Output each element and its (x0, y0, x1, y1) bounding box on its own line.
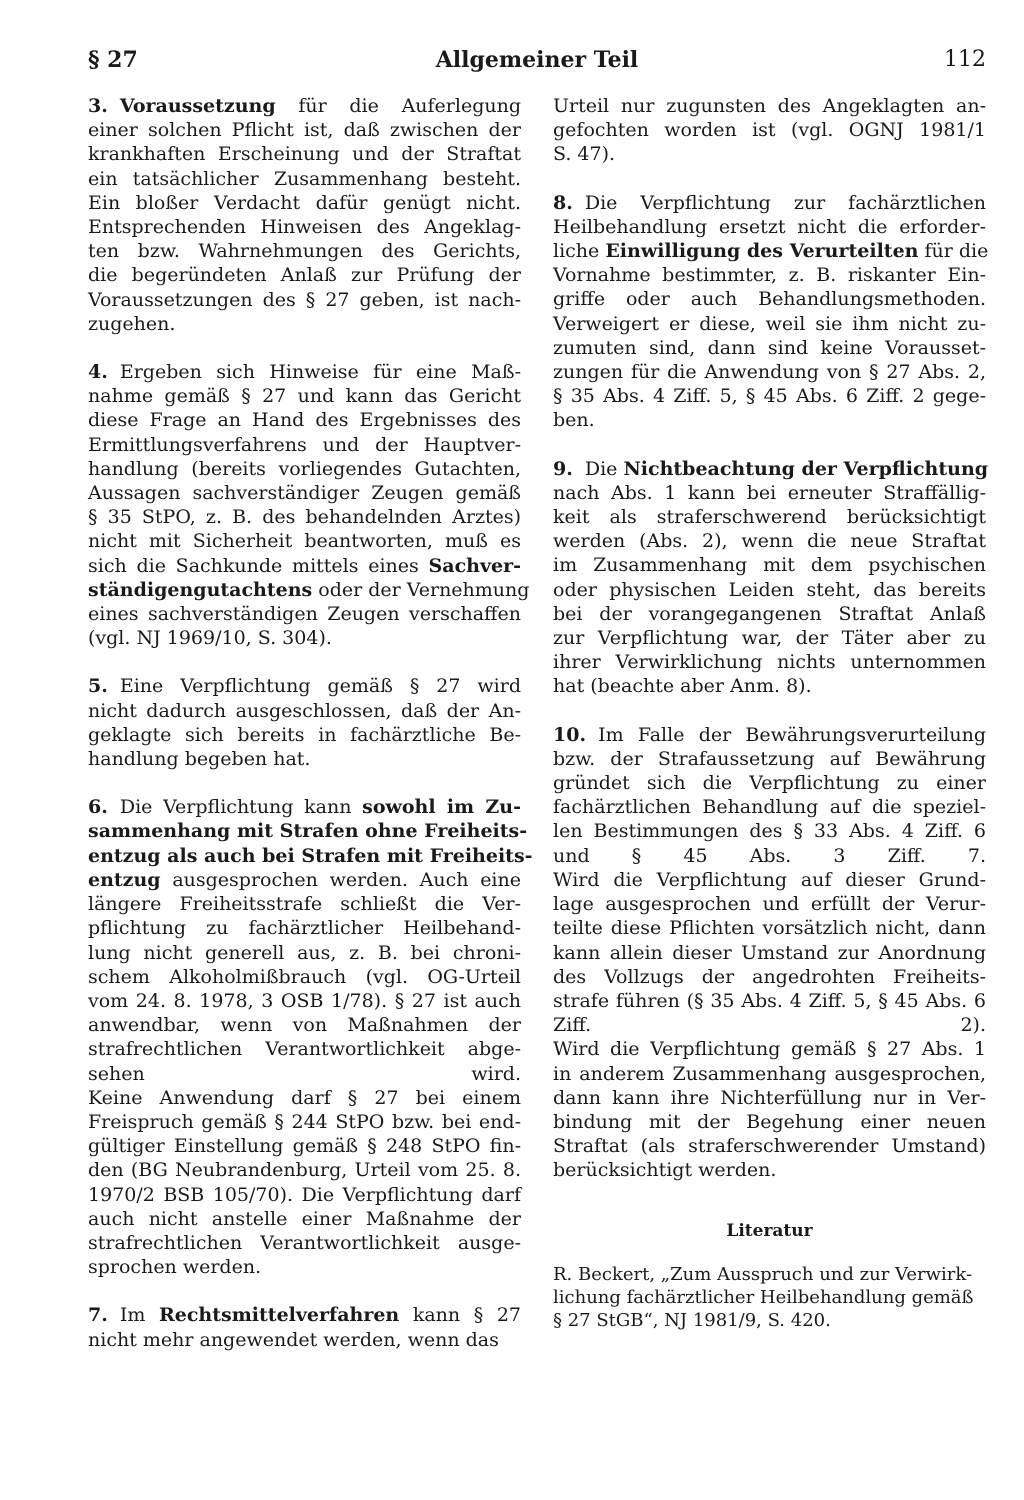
text-line: nicht dadurch ausgeschlossen, daß der An- (88, 699, 521, 722)
text-line: § 35 StPO, z. B. des behandelnden Arztes) (88, 506, 521, 529)
text-line: Ermittlungsverfahrens und der Hauptver- (88, 433, 521, 456)
text-line: fachärztlichen Behandlung auf die speziel- (553, 796, 986, 819)
text-line: len Bestimmungen des § 33 Abs. 4 Ziff. 6 (553, 820, 986, 843)
text-line: lung nicht generell aus, z. B. bei chroni- (88, 941, 521, 964)
text-line: teilte diese Pflichten vorsätzlich nicht, dann (553, 917, 986, 940)
section-label: § 27 (88, 47, 138, 73)
text-line: gründet sich die Verpflichtung zu einer (553, 772, 986, 795)
text-line: ten bzw. Wahrnehmungen des Gerichts, (88, 240, 521, 263)
text-line: nicht mehr angewendet werden, wenn das (88, 1328, 499, 1351)
text-line: liche Einwilligung des Verurteilten für die (553, 240, 989, 263)
text-line: den (BG Neubrandenburg, Urteil vom 25. 8. (88, 1159, 521, 1182)
page-header (88, 46, 986, 82)
text-line: auch nicht anstelle einer Maßnahme der (88, 1207, 521, 1230)
page-number: 112 (944, 47, 986, 72)
text-line: in anderem Zusammenhang ausgesprochen, (553, 1062, 986, 1085)
emphasis: Sachver- (428, 554, 521, 577)
text-line: und § 45 Abs. 3 Ziff. 7. (553, 844, 986, 867)
text-line: sprochen werden. (88, 1256, 262, 1279)
annotation-number: 8. (553, 191, 573, 214)
text-line: ständigengutachtens oder der Vernehmung (88, 578, 530, 601)
text-line: Keine Anwendung darf § 27 bei einem (88, 1086, 521, 1109)
text-line: oder physischen Leiden steht, das bereits (553, 578, 986, 601)
text-line: bzw. der Strafaussetzung auf Bewährung (553, 747, 986, 770)
text-line: vom 24. 8. 1978, 3 OSB 1/78). § 27 ist auch (88, 989, 521, 1012)
text-line: Entsprechenden Hinweisen des Angeklag- (88, 216, 521, 239)
text-line: (vgl. NJ 1969/10, S. 304). (88, 627, 332, 650)
text-line: strafrechtlichen Verantwortlichkeit abge- (88, 1038, 521, 1061)
text-line: 5. Eine Verpflichtung gemäß § 27 wird (88, 675, 521, 698)
text-line: werden (Abs. 2), wenn die neue Straftat (553, 530, 986, 553)
emphasis: entzug als auch bei Strafen mit Freiheits- (88, 844, 533, 867)
right-column (553, 94, 989, 1332)
emphasis: Einwilligung des Verurteilten (605, 240, 919, 263)
annotation-number: 4. (88, 361, 108, 384)
text-line: ein tatsächlicher Zusammenhang besteht. (88, 167, 521, 190)
text-line: S. 47). (553, 143, 616, 166)
literature-line: R. Beckert, „Zum Ausspruch und zur Verwirk- (553, 1263, 973, 1285)
emphasis: Nichtbeachtung der Verpflichtung (623, 457, 989, 480)
annotation-number: 5. (88, 675, 108, 698)
text-line: des Vollzugs der angedrohten Freiheits- (553, 965, 986, 988)
annotation-paragraph (88, 674, 521, 771)
literature-line: lichung fachärztlicher Heilbehandlung gemäß (553, 1286, 974, 1308)
text-line: sich die Sachkunde mittels eines Sachver- (88, 554, 521, 577)
annotation-number: 6. (88, 796, 108, 819)
emphasis: Voraussetzung (119, 95, 276, 117)
text-line: ben. (553, 409, 595, 432)
text-line: 8. Die Verpflichtung zur fachärztlichen (553, 191, 986, 214)
literature-entry (553, 1263, 986, 1332)
text-line: schem Alkoholmißbrauch (vgl. OG-Urteil (88, 965, 521, 988)
text-line: zumuten sind, dann sind keine Vorausset- (553, 336, 986, 359)
text-line: strafrechtlichen Verantwortlichkeit ausge- (88, 1231, 521, 1254)
annotation-number: 7. (88, 1304, 108, 1327)
annotation-paragraph (88, 1303, 521, 1351)
text-line: Urteil nur zugunsten des Angeklagten an- (553, 95, 986, 117)
emphasis: ständigengutachtens (88, 578, 313, 601)
running-title: Allgemeiner Teil (435, 47, 639, 73)
literature-line: § 27 StGB“, NJ 1981/9, S. 420. (553, 1309, 831, 1331)
text-line: handlung (bereits vorliegendes Gutachten, (88, 457, 521, 480)
annotation-paragraph (553, 94, 986, 167)
text-line: nahme gemäß § 27 und kann das Gericht (88, 385, 521, 408)
text-line: Verweigert er diese, weil sie ihm nicht zu- (553, 312, 986, 335)
text-line: Voraussetzungen des § 27 geben, ist nach- (88, 288, 521, 311)
text-line: 3. Voraussetzung für die Auferlegung (88, 95, 521, 117)
text-line: dann kann ihre Nichterfüllung nur in Ver- (553, 1086, 986, 1109)
literature-heading: Literatur (726, 1220, 813, 1241)
annotation-number: 10. (553, 723, 587, 746)
text-line: Heilbehandlung ersetzt nicht die erforder- (553, 215, 986, 238)
text-line: 1970/2 BSB 105/70). Die Verpflichtung darf (88, 1183, 521, 1206)
text-line: Ein bloßer Verdacht dafür genügt nicht. (88, 191, 521, 214)
text-line: handlung begeben hat. (88, 748, 311, 771)
annotation-paragraph (88, 360, 530, 650)
text-line: § 35 Abs. 4 Ziff. 5, § 45 Abs. 6 Ziff. 2 gege- (553, 385, 986, 408)
text-line: Freispruch gemäß § 244 StPO bzw. bei end- (88, 1110, 521, 1133)
text-line: diese Frage an Hand des Ergebnisses des (88, 409, 521, 432)
text-line: bindung mit der Begehung einer neuen (553, 1110, 986, 1133)
text-line: zur Verpflichtung war, der Täter aber zu (553, 627, 986, 650)
text-line: ihrer Verwirklichung nichts unternommen (553, 651, 986, 674)
text-line: 7. Im Rechtsmittelverfahren kann § 27 (88, 1304, 521, 1327)
text-line: 10. Im Falle der Bewährungsverurteilung (553, 723, 986, 746)
emphasis: Rechtsmittelverfahren (158, 1304, 400, 1327)
text-line: hat (beachte aber Anm. 8). (553, 675, 812, 698)
text-line: 9. Die Nichtbeachtung der Verpflichtung (553, 457, 989, 480)
text-line: zungen für die Anwendung von § 27 Abs. 2, (553, 361, 986, 384)
annotation-number: 3. (88, 95, 108, 117)
annotation-paragraph (553, 723, 986, 1183)
text-line (88, 819, 528, 843)
text-line: geklagte sich bereits in fachärztliche Be- (88, 723, 521, 746)
text-line: Aussagen sachverständiger Zeugen gemäß (88, 482, 521, 505)
text-line: keit als straferschwerend berücksichtigt (553, 506, 986, 529)
text-line: 6. Die Verpflichtung kann sowohl im Zu- (88, 796, 521, 819)
annotation-paragraph (553, 191, 989, 433)
annotation-number: 9. (553, 457, 573, 480)
text-line: gültiger Einstellung gemäß § 248 StPO fin- (88, 1135, 521, 1158)
text-line: lage ausgesprochen und erfüllt der Verur- (553, 893, 986, 916)
annotation-paragraph (88, 94, 521, 336)
text-line: bei der vorangegangenen Straftat Anlaß (553, 602, 986, 625)
text-line: entzug ausgesprochen werden. Auch eine (88, 868, 521, 891)
text-line: Wird die Verpflichtung gemäß § 27 Abs. 1 (553, 1038, 986, 1061)
emphasis: sowohl im Zu- (362, 796, 521, 819)
text-line: anwendbar, wenn von Maßnahmen der (88, 1014, 521, 1037)
text-line: gefochten worden ist (vgl. OGNJ 1981/1 (553, 119, 986, 142)
text-line: strafe führen (§ 35 Abs. 4 Ziff. 5, § 45 Abs. 6 (553, 989, 986, 1012)
text-line: zugehen. (88, 312, 176, 335)
emphasis: sammenhang mit Strafen ohne Freiheits- (88, 820, 528, 843)
text-line: sehen wird. (88, 1062, 521, 1085)
text-line: längere Freiheitsstrafe schließt die Ver- (88, 893, 521, 916)
text-line: Vornahme bestimmter, z. B. riskanter Ein- (553, 264, 986, 287)
annotation-paragraph (553, 457, 989, 699)
left-column (88, 94, 533, 1376)
text-line: Wird die Verpflichtung auf dieser Grund- (553, 868, 986, 891)
text-line: die begeründeten Anlaß zur Prüfung der (88, 264, 521, 287)
annotation-paragraph (88, 795, 533, 1279)
text-line (88, 844, 533, 868)
emphasis: entzug (88, 868, 161, 891)
text-line: eines sachverständigen Zeugen verschaffen (88, 603, 521, 626)
text-line: Ziff. 2). (553, 1014, 986, 1037)
text-line: nicht mit Sicherheit beantworten, muß es (88, 530, 521, 553)
text-line: krankhaften Erscheinung und der Straftat (88, 143, 521, 166)
text-line: nach Abs. 1 kann bei erneuter Straffällig- (553, 481, 986, 504)
right-annotations (553, 94, 989, 1183)
text-line: 4. Ergeben sich Hinweise für eine Maß- (88, 361, 521, 384)
text-line: pflichtung zu fachärztlicher Heilbehand- (88, 917, 521, 940)
text-line: kann allein dieser Umstand zur Anordnung (553, 941, 986, 964)
text-line: berücksichtigt werden. (553, 1159, 777, 1182)
text-line: griffe oder auch Behandlungsmethoden. (553, 288, 986, 311)
text-line: im Zusammenhang mit dem psychischen (553, 554, 986, 577)
text-line: Straftat (als straferschwerender Umstand) (553, 1135, 986, 1158)
text-line: einer solchen Pflicht ist, daß zwischen der (88, 119, 521, 142)
